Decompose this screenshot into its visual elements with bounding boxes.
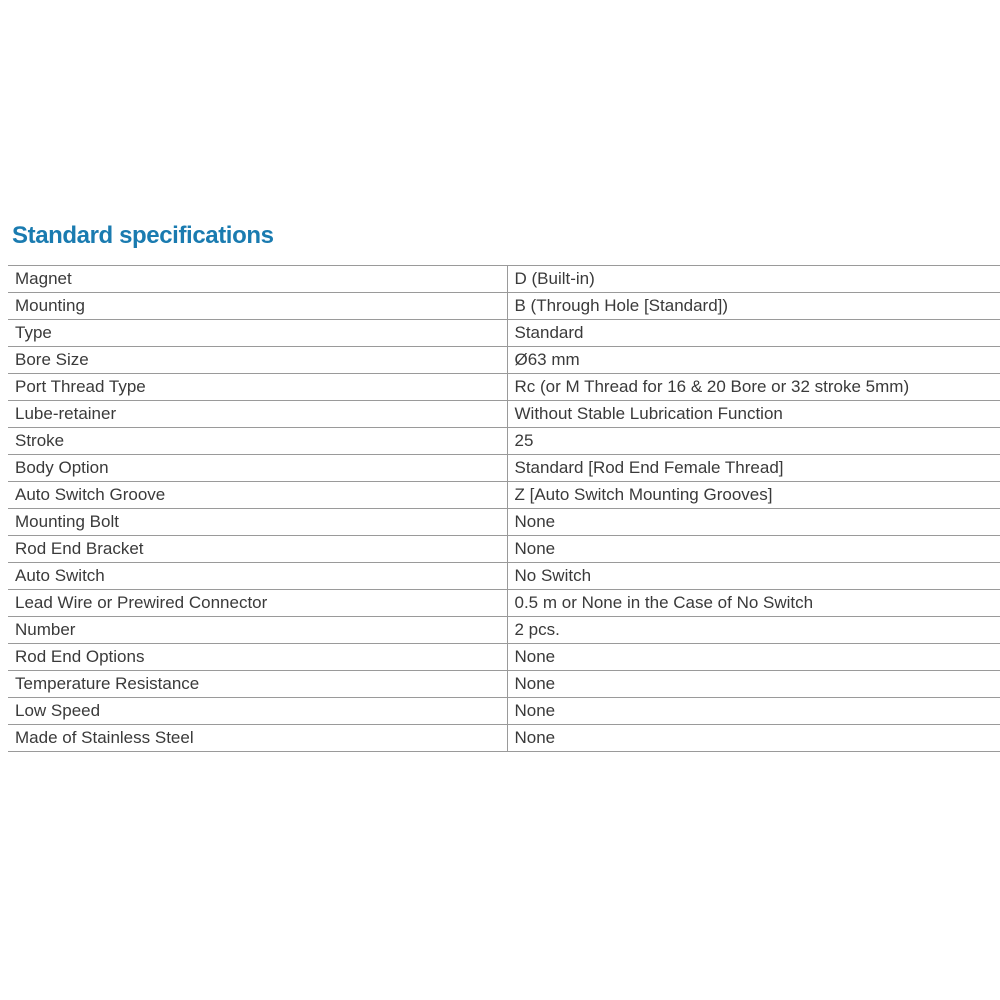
spec-label: Magnet	[8, 266, 507, 293]
spec-value: Rc (or M Thread for 16 & 20 Bore or 32 stroke 5mm)	[507, 374, 1000, 401]
table-row	[8, 293, 1000, 320]
spec-value: Without Stable Lubrication Function	[507, 401, 1000, 428]
table-row	[8, 698, 1000, 725]
table-row	[8, 428, 1000, 455]
spec-value: Ø63 mm	[507, 347, 1000, 374]
spec-value: 0.5 m or None in the Case of No Switch	[507, 590, 1000, 617]
spec-label: Lead Wire or Prewired Connector	[8, 590, 507, 617]
spec-value: 25	[507, 428, 1000, 455]
spec-label: Auto Switch Groove	[8, 482, 507, 509]
spec-value: None	[507, 644, 1000, 671]
table-row	[8, 347, 1000, 374]
specifications-table	[8, 265, 1000, 752]
spec-value: None	[507, 536, 1000, 563]
spec-label: Rod End Bracket	[8, 536, 507, 563]
table-row	[8, 563, 1000, 590]
table-row	[8, 644, 1000, 671]
table-row	[8, 509, 1000, 536]
table-row	[8, 590, 1000, 617]
spec-value: Z [Auto Switch Mounting Grooves]	[507, 482, 1000, 509]
spec-label: Mounting Bolt	[8, 509, 507, 536]
table-row	[8, 266, 1000, 293]
table-row	[8, 401, 1000, 428]
spec-label: Bore Size	[8, 347, 507, 374]
spec-label: Port Thread Type	[8, 374, 507, 401]
table-row	[8, 671, 1000, 698]
spec-value: None	[507, 509, 1000, 536]
table-row	[8, 320, 1000, 347]
spec-label: Lube-retainer	[8, 401, 507, 428]
spec-label: Rod End Options	[8, 644, 507, 671]
table-row	[8, 455, 1000, 482]
spec-label: Body Option	[8, 455, 507, 482]
spec-value: None	[507, 671, 1000, 698]
spec-label: Auto Switch	[8, 563, 507, 590]
spec-value: None	[507, 725, 1000, 752]
spec-label: Made of Stainless Steel	[8, 725, 507, 752]
spec-label: Low Speed	[8, 698, 507, 725]
table-row	[8, 374, 1000, 401]
spec-value: None	[507, 698, 1000, 725]
table-row	[8, 482, 1000, 509]
spec-label: Stroke	[8, 428, 507, 455]
table-row	[8, 536, 1000, 563]
spec-value: 2 pcs.	[507, 617, 1000, 644]
spec-label: Type	[8, 320, 507, 347]
spec-value: D (Built-in)	[507, 266, 1000, 293]
spec-label: Mounting	[8, 293, 507, 320]
spec-value: B (Through Hole [Standard])	[507, 293, 1000, 320]
table-row	[8, 725, 1000, 752]
spec-value: Standard [Rod End Female Thread]	[507, 455, 1000, 482]
spec-value: No Switch	[507, 563, 1000, 590]
page-title: Standard specifications	[12, 222, 274, 249]
table-row	[8, 617, 1000, 644]
spec-label: Temperature Resistance	[8, 671, 507, 698]
spec-value: Standard	[507, 320, 1000, 347]
spec-label: Number	[8, 617, 507, 644]
